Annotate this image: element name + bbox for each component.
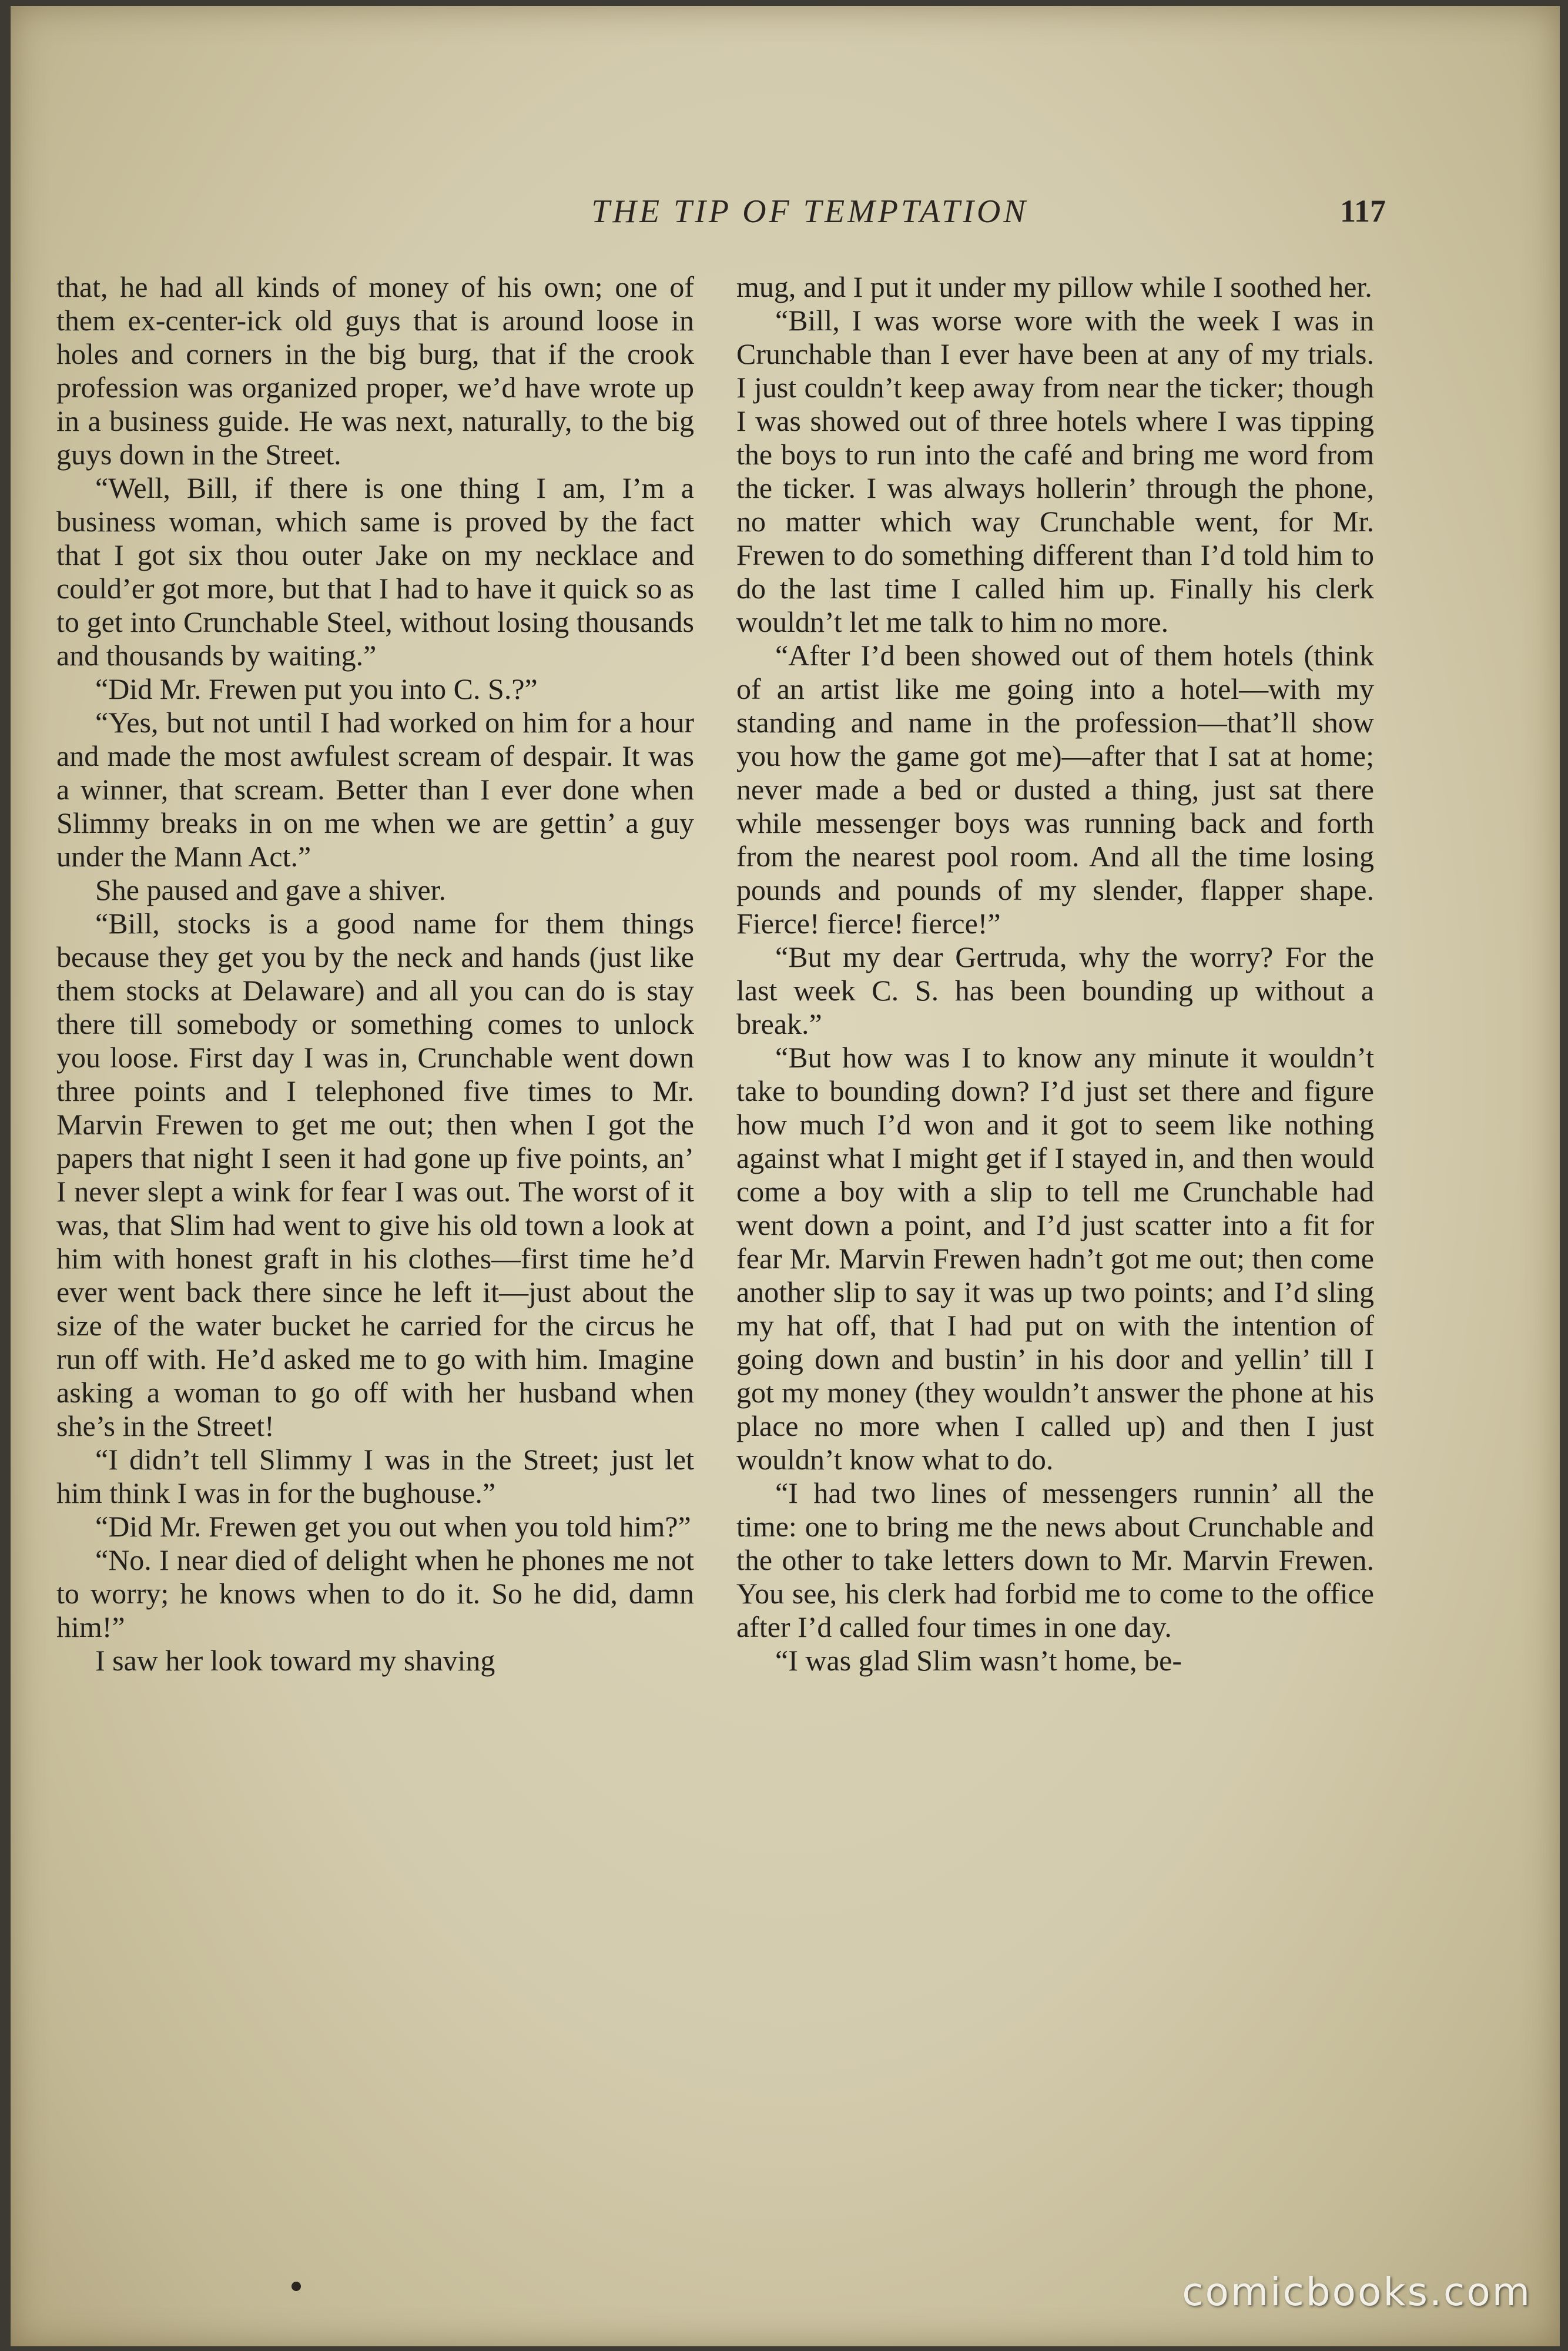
paragraph: “But how was I to know any minute it wouldn’t take to bounding down? I’d just set there and figure how much I’d won and it got to seem like nothing against what I might get if I stayed in, and then would come a boy with a slip to tell me Crunchable had went down a point, and I’d just scatter into a fit for fear Mr. Marvin Frewen hadn’t got me out; then come another slip to say it was up two points; and I’d sling my hat off, that I had put on with the intention of going down and bustin’ in his door and yellin’ till I got my money (they wouldn’t answer the phone at his place no more when I called up) and then I just wouldn’t know what to do. — [736, 1041, 1374, 1476]
paragraph: She paused and gave a shiver. — [95, 873, 447, 906]
watermark-logo: comicbooks.com — [1182, 2269, 1532, 2315]
paragraph: “Well, Bill, if there is one thing I am, I’m a business woman, which same is proved by the fact that I got six thou outer Jake on my necklace and could’er got more, but that I had to have it quick so as to get into Crunchable Steel, without losing thousands and thousands by waiting.” — [56, 471, 694, 672]
paragraph: I saw her look toward my shaving — [95, 1644, 495, 1677]
running-title: THE TIP OF TEMPTATION — [591, 193, 1028, 230]
paragraph: “Bill, stocks is a good name for them things because they get you by the neck and hands (just like them stocks at Delaware) and all you can do is stay there till somebody or something comes to unlock you loose. First day I was in, Crunchable went down three points and I telephoned five times to Mr. Marvin Frewen to get me out; then when I got the papers that night I seen it had gone up five points, an’ I never slept a wink for fear I was out. The worst of it was, that Slim had went to give his old town a look at him with honest graft in his clothes—first time he’d ever went back there since he left it—just about the size of the water bucket he carried for the circus he run off with. He’d asked me to go with him. Imagine asking a woman to go off with her husband when she’s in the Street! — [56, 907, 694, 1442]
paragraph: “Did Mr. Frewen put you into C. S.?” — [95, 672, 538, 705]
text-column-right — [736, 270, 1374, 2151]
paragraph: mug, and I put it under my pillow while I soothed her. — [736, 270, 1372, 303]
paragraph: that, he had all kinds of money of his own; one of them ex-center-ick old guys that is around loose in holes and corners in the big burg, that if the crook profession was organized proper, we’d have wrote up in a business guide. He was next, naturally, to the big guys down in the Street. — [56, 270, 694, 471]
text-column-left — [56, 270, 694, 2151]
paragraph: “Bill, I was worse wore with the week I was in Crunchable than I ever have been at any of my trials. I just couldn’t keep away from near the ticker; though I was showed out of three hotels where I was tipping the boys to run into the café and bring me word from the ticker. I was always hollerin’ through the phone, no matter which way Crunchable went, for Mr. Frewen to do something different than I’d told him to do the last time I called him up. Finally his clerk wouldn’t let me talk to him no more. — [736, 304, 1374, 638]
paragraph: “Yes, but not until I had worked on him for a hour and made the most awfulest scream of despair. It was a winner, that scream. Better than I ever done when Slimmy breaks in on me when we are gettin’ a guy under the Mann Act.” — [56, 706, 694, 873]
paragraph: “I was glad Slim wasn’t home, be- — [775, 1644, 1182, 1677]
paragraph: “After I’d been showed out of them hotels (think of an artist like me going into a hotel—with my standing and name in the profession—that’ll show you how the game got me)—after that I sat at home; never made a bed or dusted a thing, just sat there while messenger boys was running back and forth from the nearest pool room. And all the time losing pounds and pounds of my slender, flapper shape. Fierce! fierce! fierce!” — [736, 639, 1374, 940]
paragraph: “I didn’t tell Slimmy I was in the Street; just let him think I was in for the bughouse.” — [56, 1443, 694, 1509]
page-number: 117 — [1339, 193, 1386, 229]
paragraph: “No. I near died of delight when he phones me not to worry; he knows when to do it. So he did, damn him!” — [56, 1543, 694, 1643]
paragraph: “I had two lines of messengers runnin’ all the time: one to bring me the news about Crunchable and the other to take letters down to Mr. Marvin Frewen. You see, his clerk had forbid me to come to the office after I’d called four times in one day. — [736, 1476, 1374, 1643]
ink-dot — [292, 2282, 301, 2291]
paragraph: “But my dear Gertruda, why the worry? For the last week C. S. has been bounding up without a break.” — [736, 940, 1374, 1040]
paragraph: “Did Mr. Frewen get you out when you told him?” — [95, 1510, 691, 1543]
book-page — [11, 6, 1560, 2346]
